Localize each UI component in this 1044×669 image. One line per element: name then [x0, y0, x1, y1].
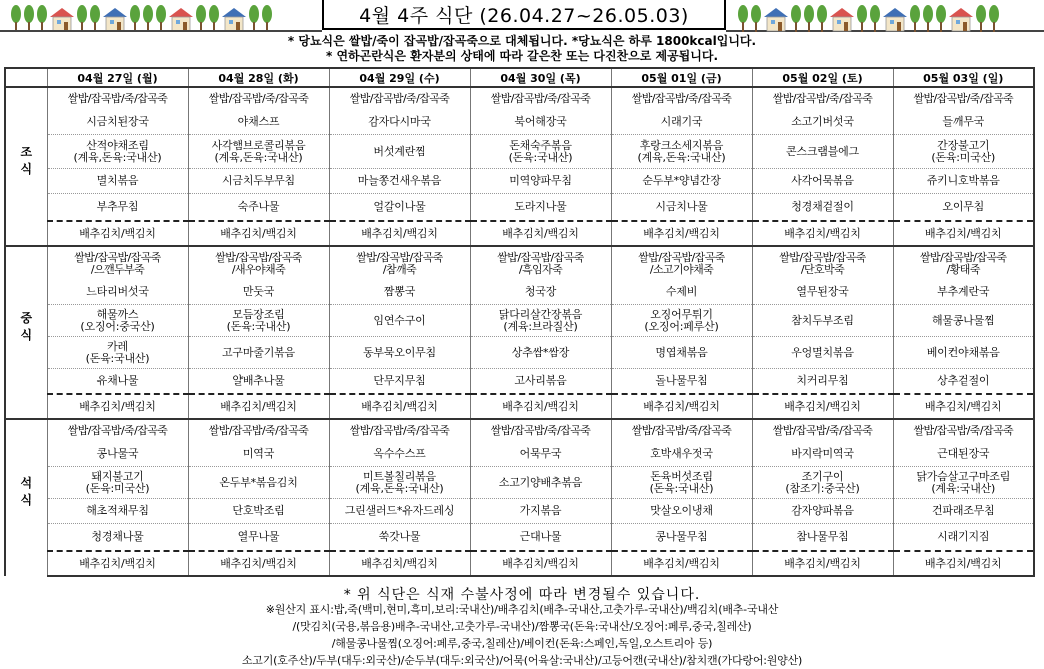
dish-name: 돈육버섯조림	[650, 469, 713, 483]
menu-item: 배추김치/백김치	[329, 551, 470, 576]
menu-item: 배추김치/백김치	[47, 551, 188, 576]
dish-name: 간장불고기	[937, 138, 990, 152]
village-icon	[129, 4, 141, 32]
menu-item: 쌀밥/잡곡밥/죽/잡곡죽	[47, 87, 188, 110]
origin-note: (오징어:페루산)	[644, 319, 719, 333]
dinner-row	[5, 499, 1034, 524]
dish-name: 닭가슴살고구마조림	[916, 469, 1011, 483]
village-icon	[208, 4, 220, 32]
origin-note: (계육:국내산)	[931, 481, 996, 495]
menu-item: 청경채나물	[47, 524, 188, 552]
village-icon	[155, 4, 167, 32]
origin-note: (계육:브라질산)	[503, 319, 578, 333]
menu-item	[470, 246, 611, 280]
menu-item: 시금치된장국	[47, 110, 188, 135]
dish-name: 닭다리살간장볶음	[498, 307, 583, 321]
dish-name: 쌀밥/잡곡밥/잡곡죽	[638, 250, 725, 264]
menu-item: 콩나물국	[47, 442, 188, 467]
dinner-label-bottom: 식	[20, 493, 33, 507]
menu-item	[329, 135, 470, 169]
dish-name: 오징어무튀기	[650, 307, 713, 321]
day-header: 05월 03일 (일)	[893, 68, 1034, 87]
menu-item: 배추김치/백김치	[752, 551, 893, 576]
dish-name: 고구마줄기볶음	[222, 345, 295, 359]
menu-item: 가지볶음	[470, 499, 611, 524]
menu-item	[752, 246, 893, 280]
menu-item: 느타리버섯국	[47, 280, 188, 305]
village-icon	[102, 6, 128, 32]
dish-name: 해물콩나물찜	[931, 313, 995, 327]
dish-name: 임연수구이	[373, 313, 426, 327]
menu-item: 쑥갓나물	[329, 524, 470, 552]
menu-item: 시래기지짐	[893, 524, 1034, 552]
day-header: 05월 02일 (토)	[752, 68, 893, 87]
village-icon	[869, 4, 881, 32]
menu-item	[188, 305, 329, 337]
menu-item: 배추김치/백김치	[47, 394, 188, 419]
dinner-row	[5, 551, 1034, 576]
dish-name: 미트볼칠리볶음	[363, 469, 436, 483]
menu-item	[611, 246, 752, 280]
menu-item: 부추무침	[47, 194, 188, 222]
breakfast-label-bottom: 식	[20, 161, 33, 176]
menu-item: 열무된장국	[752, 280, 893, 305]
menu-item: 멸치볶음	[47, 169, 188, 194]
menu-item	[329, 467, 470, 499]
menu-item	[752, 467, 893, 499]
menu-item: 감자양파볶음	[752, 499, 893, 524]
menu-item: 배추김치/백김치	[893, 221, 1034, 246]
menu-item: 단무지무침	[329, 369, 470, 395]
lunch-label	[5, 246, 47, 419]
menu-item	[188, 337, 329, 369]
menu-item: 호박새우젓국	[611, 442, 752, 467]
dish-name: 콘스크램블에그	[786, 144, 859, 158]
dinner-label	[5, 419, 47, 576]
menu-item: 배추김치/백김치	[893, 394, 1034, 419]
village-icon	[10, 4, 22, 32]
menu-item: 쌀밥/잡곡밥/죽/잡곡죽	[329, 87, 470, 110]
decorative-village-right	[737, 2, 1000, 32]
menu-item	[470, 135, 611, 169]
dish-name: 카레	[107, 339, 128, 353]
dinner-row	[5, 419, 1034, 442]
village-icon	[261, 4, 273, 32]
day-header: 05월 01일 (금)	[611, 68, 752, 87]
origin-note: (계육,돈육:국내산)	[637, 150, 726, 164]
day-header-row	[5, 68, 1034, 87]
menu-item: 배추김치/백김치	[188, 221, 329, 246]
village-icon	[882, 6, 908, 32]
menu-item: 배추김치/백김치	[188, 394, 329, 419]
village-icon	[737, 4, 749, 32]
menu-item	[752, 305, 893, 337]
menu-item: 순두부*양념간장	[611, 169, 752, 194]
lunch-label-top: 중	[20, 310, 33, 325]
dinner-label-top: 석	[20, 476, 33, 490]
lunch-row	[5, 280, 1034, 305]
menu-item: 건파래조무침	[893, 499, 1034, 524]
origin-note: (돈육:국내산)	[85, 351, 150, 365]
menu-item: 쌀밥/잡곡밥/죽/잡곡죽	[470, 419, 611, 442]
menu-item: 시금치두부무침	[188, 169, 329, 194]
day-header: 04월 28일 (화)	[188, 68, 329, 87]
menu-item: 배추김치/백김치	[470, 394, 611, 419]
decorative-village-left	[10, 2, 273, 32]
menu-item: 배추김치/백김치	[47, 221, 188, 246]
village-icon	[909, 4, 921, 32]
dinner-row	[5, 524, 1034, 552]
village-icon	[36, 4, 48, 32]
dish-name: 소고기양배추볶음	[498, 475, 583, 489]
origin-note: (오징어:중국산)	[80, 319, 155, 333]
dish-name: 온두부*볶음김치	[219, 475, 298, 489]
dish-name: 사각햄브로콜리볶음	[211, 138, 306, 152]
menu-item	[329, 305, 470, 337]
origin-note: /으깬두부죽	[90, 262, 145, 276]
lunch-row	[5, 369, 1034, 395]
menu-item	[893, 305, 1034, 337]
menu-item: 참나물무침	[752, 524, 893, 552]
menu-item: 쌀밥/잡곡밥/죽/잡곡죽	[470, 87, 611, 110]
dish-name: 후랑크소세지볶음	[639, 138, 724, 152]
village-icon	[790, 4, 802, 32]
menu-item: 배추김치/백김치	[752, 221, 893, 246]
menu-item	[752, 135, 893, 169]
menu-item: 쥬키니호박볶음	[893, 169, 1034, 194]
menu-item: 감자다시마국	[329, 110, 470, 135]
menu-item: 북어해장국	[470, 110, 611, 135]
menu-item: 배추김치/백김치	[470, 221, 611, 246]
village-icon	[975, 4, 987, 32]
menu-item: 쌀밥/잡곡밥/죽/잡곡죽	[188, 87, 329, 110]
menu-item: 배추김치/백김치	[611, 221, 752, 246]
village-icon	[935, 4, 947, 32]
corner-cell	[5, 68, 47, 87]
menu-item	[47, 135, 188, 169]
menu-item	[893, 467, 1034, 499]
origin-note: (계육,돈육:국내산)	[355, 481, 444, 495]
menu-item: 수제비	[611, 280, 752, 305]
menu-item: 청국장	[470, 280, 611, 305]
menu-item: 얄배추나물	[188, 369, 329, 395]
menu-item	[752, 337, 893, 369]
origin-note: /참깨죽	[382, 262, 417, 276]
menu-item	[47, 305, 188, 337]
origin-line-2: /(맛김치(국용,볶음용)배추-국내산,고춧가루-국내산)/짬뽕국(돈육:국내산/오징어:페루,중국,칠레산)	[292, 620, 752, 633]
dish-name: 돼지불고기	[91, 469, 144, 483]
village-icon	[142, 4, 154, 32]
village-icon	[948, 6, 974, 32]
menu-item: 들깨무국	[893, 110, 1034, 135]
dish-name: 명엽채볶음	[655, 345, 708, 359]
menu-item: 어묵무국	[470, 442, 611, 467]
village-icon	[856, 4, 868, 32]
village-icon	[816, 4, 828, 32]
origin-note: (참조기:중국산)	[785, 481, 860, 495]
change-notice: * 위 식단은 식재 수불사정에 따라 변경될수 있습니다.	[343, 587, 701, 603]
menu-item	[47, 337, 188, 369]
menu-item	[893, 135, 1034, 169]
origin-note: /흑임자죽	[518, 262, 563, 276]
dish-name: 쌀밥/잡곡밥/잡곡죽	[920, 250, 1007, 264]
dish-name: 쌀밥/잡곡밥/잡곡죽	[779, 250, 866, 264]
menu-item: 배추김치/백김치	[329, 394, 470, 419]
day-header: 04월 30일 (목)	[470, 68, 611, 87]
menu-item	[611, 467, 752, 499]
village-icon	[750, 4, 762, 32]
menu-item: 쌀밥/잡곡밥/죽/잡곡죽	[188, 419, 329, 442]
village-icon	[248, 4, 260, 32]
lunch-row	[5, 394, 1034, 419]
menu-item: 열무나물	[188, 524, 329, 552]
village-icon	[195, 4, 207, 32]
breakfast-row	[5, 87, 1034, 110]
dinner-row	[5, 442, 1034, 467]
origin-line-3: /해물콩나물찜(오징어:페루,중국,칠레산)/베이컨(돈육:스페인,독일,오스트리아 등)	[331, 637, 713, 650]
origin-note: (돈육:미국산)	[931, 150, 996, 164]
breakfast-row	[5, 169, 1034, 194]
menu-item: 시금치나물	[611, 194, 752, 222]
menu-item: 마늘쫑건새우볶음	[329, 169, 470, 194]
menu-item: 배추김치/백김치	[893, 551, 1034, 576]
menu-item: 근대나물	[470, 524, 611, 552]
menu-item: 단호박조림	[188, 499, 329, 524]
village-icon	[922, 4, 934, 32]
breakfast-row	[5, 135, 1034, 169]
village-icon	[988, 4, 1000, 32]
menu-item: 그린샐러드*유자드레싱	[329, 499, 470, 524]
origin-note: /새우야채죽	[231, 262, 286, 276]
menu-item	[611, 337, 752, 369]
menu-item: 쌀밥/잡곡밥/죽/잡곡죽	[611, 419, 752, 442]
origin-note: /소고기야채죽	[649, 262, 714, 276]
page-title: 4월 4주 식단 (26.04.27~26.05.03)	[322, 0, 726, 30]
menu-item: 고사리볶음	[470, 369, 611, 395]
menu-item: 시래기국	[611, 110, 752, 135]
menu-item: 쌀밥/잡곡밥/죽/잡곡죽	[752, 87, 893, 110]
menu-item	[329, 246, 470, 280]
menu-item: 해초적채무침	[47, 499, 188, 524]
lunch-row	[5, 305, 1034, 337]
origin-note: (돈육:미국산)	[85, 481, 150, 495]
breakfast-label-top: 조	[20, 144, 33, 159]
breakfast-label	[5, 87, 47, 246]
dish-name: 쌀밥/잡곡밥/잡곡죽	[74, 250, 161, 264]
diabetic-note: * 당뇨식은 쌀밥/죽이 잡곡밥/잡곡죽으로 대체됩니다. *당뇨식은 하루 1800kcal입니다.	[287, 34, 757, 48]
origin-line-4: 소고기(호주산)/두부(대두:외국산)/순두부(대두:외국산)/어묵(어육살:국내산)/고등어캔(국내산)/참치캔(가다랑어:원양산)	[241, 654, 803, 667]
dish-name: 쌀밥/잡곡밥/잡곡죽	[497, 250, 584, 264]
menu-item: 쌀밥/잡곡밥/죽/잡곡죽	[893, 419, 1034, 442]
day-header: 04월 29일 (수)	[329, 68, 470, 87]
menu-item	[47, 467, 188, 499]
village-icon	[221, 6, 247, 32]
menu-item	[470, 467, 611, 499]
dish-name: 우엉멸치볶음	[791, 345, 854, 359]
dish-name: 조기구이	[801, 469, 844, 483]
menu-item	[893, 337, 1034, 369]
menu-item	[611, 135, 752, 169]
menu-item: 배추김치/백김치	[611, 551, 752, 576]
lunch-label-bottom: 식	[20, 327, 33, 342]
header-divider-left	[0, 30, 322, 32]
dish-name: 버섯계란찜	[373, 144, 426, 158]
menu-item: 치커리무침	[752, 369, 893, 395]
village-icon	[89, 4, 101, 32]
day-header: 04월 27일 (월)	[47, 68, 188, 87]
origin-note: (돈육:국내산)	[649, 481, 714, 495]
menu-item: 바지락미역국	[752, 442, 893, 467]
breakfast-row	[5, 221, 1034, 246]
menu-item: 맛살오이냉채	[611, 499, 752, 524]
menu-item: 얼갈이나물	[329, 194, 470, 222]
dish-name: 상추쌈*쌈장	[511, 345, 570, 359]
menu-item: 쌀밥/잡곡밥/죽/잡곡죽	[329, 419, 470, 442]
village-icon	[803, 4, 815, 32]
menu-table	[4, 67, 1035, 577]
village-icon	[49, 6, 75, 32]
menu-item: 쌀밥/잡곡밥/죽/잡곡죽	[893, 87, 1034, 110]
village-icon	[168, 6, 194, 32]
menu-item: 부추계란국	[893, 280, 1034, 305]
menu-item	[188, 135, 329, 169]
menu-item: 오이무침	[893, 194, 1034, 222]
menu-item: 미역국	[188, 442, 329, 467]
menu-item: 옥수수스프	[329, 442, 470, 467]
menu-item: 배추김치/백김치	[611, 394, 752, 419]
menu-item: 콩나물무침	[611, 524, 752, 552]
village-icon	[76, 4, 88, 32]
dysphagia-note: * 연하곤란식은 환자분의 상태에 따라 갈은찬 또는 다진찬으로 제공됩니다.	[325, 49, 719, 63]
dish-name: 쌀밥/잡곡밥/잡곡죽	[356, 250, 443, 264]
menu-item: 도라지나물	[470, 194, 611, 222]
menu-item	[188, 467, 329, 499]
menu-item: 배추김치/백김치	[188, 551, 329, 576]
menu-item: 쌀밥/잡곡밥/죽/잡곡죽	[47, 419, 188, 442]
breakfast-row	[5, 110, 1034, 135]
breakfast-row	[5, 194, 1034, 222]
menu-item: 사각어묵볶음	[752, 169, 893, 194]
header	[0, 0, 1044, 34]
dish-name: 돈채숙주볶음	[509, 138, 572, 152]
menu-item	[611, 305, 752, 337]
lunch-row	[5, 246, 1034, 280]
menu-item: 돌나물무침	[611, 369, 752, 395]
menu-item: 미역양파무침	[470, 169, 611, 194]
menu-item: 배추김치/백김치	[470, 551, 611, 576]
village-icon	[763, 6, 789, 32]
menu-item	[470, 337, 611, 369]
origin-note: /단호박죽	[800, 262, 845, 276]
menu-item: 만둣국	[188, 280, 329, 305]
dish-name: 쌀밥/잡곡밥/잡곡죽	[215, 250, 302, 264]
menu-item	[470, 305, 611, 337]
menu-item: 소고기버섯국	[752, 110, 893, 135]
menu-item: 쌀밥/잡곡밥/죽/잡곡죽	[611, 87, 752, 110]
village-icon	[829, 6, 855, 32]
menu-item: 쌀밥/잡곡밥/죽/잡곡죽	[752, 419, 893, 442]
menu-item: 상추겉절이	[893, 369, 1034, 395]
origin-note: (계육,돈육:국내산)	[214, 150, 303, 164]
menu-item	[893, 246, 1034, 280]
village-icon	[23, 4, 35, 32]
origin-note: /황태죽	[946, 262, 980, 276]
menu-item: 유채나물	[47, 369, 188, 395]
dish-name: 해물까스	[96, 307, 139, 321]
dish-name: 산적야채조림	[86, 138, 149, 152]
menu-item	[47, 246, 188, 280]
lunch-row	[5, 337, 1034, 369]
dish-name: 동부묵오이무침	[363, 345, 436, 359]
menu-item	[329, 337, 470, 369]
origin-note: (계육,돈육:국내산)	[73, 150, 162, 164]
dinner-row	[5, 467, 1034, 499]
dish-name: 모듬장조림	[232, 307, 285, 321]
dish-name: 베이컨야채볶음	[926, 345, 1000, 359]
menu-item: 짬뽕국	[329, 280, 470, 305]
origin-note: (돈육:국내산)	[508, 150, 573, 164]
origin-note: (돈육:국내산)	[226, 319, 291, 333]
menu-item	[188, 246, 329, 280]
menu-item: 근대된장국	[893, 442, 1034, 467]
menu-item: 배추김치/백김치	[329, 221, 470, 246]
dish-name: 참치두부조림	[791, 313, 854, 327]
menu-item: 야채스프	[188, 110, 329, 135]
menu-item: 배추김치/백김치	[752, 394, 893, 419]
menu-item: 청경채겉절이	[752, 194, 893, 222]
origin-line-1: ※원산지 표시:밥,죽(백미,현미,흑미,보리:국내산)/배추김치(배추-국내산,고춧가루-국내산)/백김치(배추-국내산	[265, 603, 779, 616]
menu-item: 숙주나물	[188, 194, 329, 222]
